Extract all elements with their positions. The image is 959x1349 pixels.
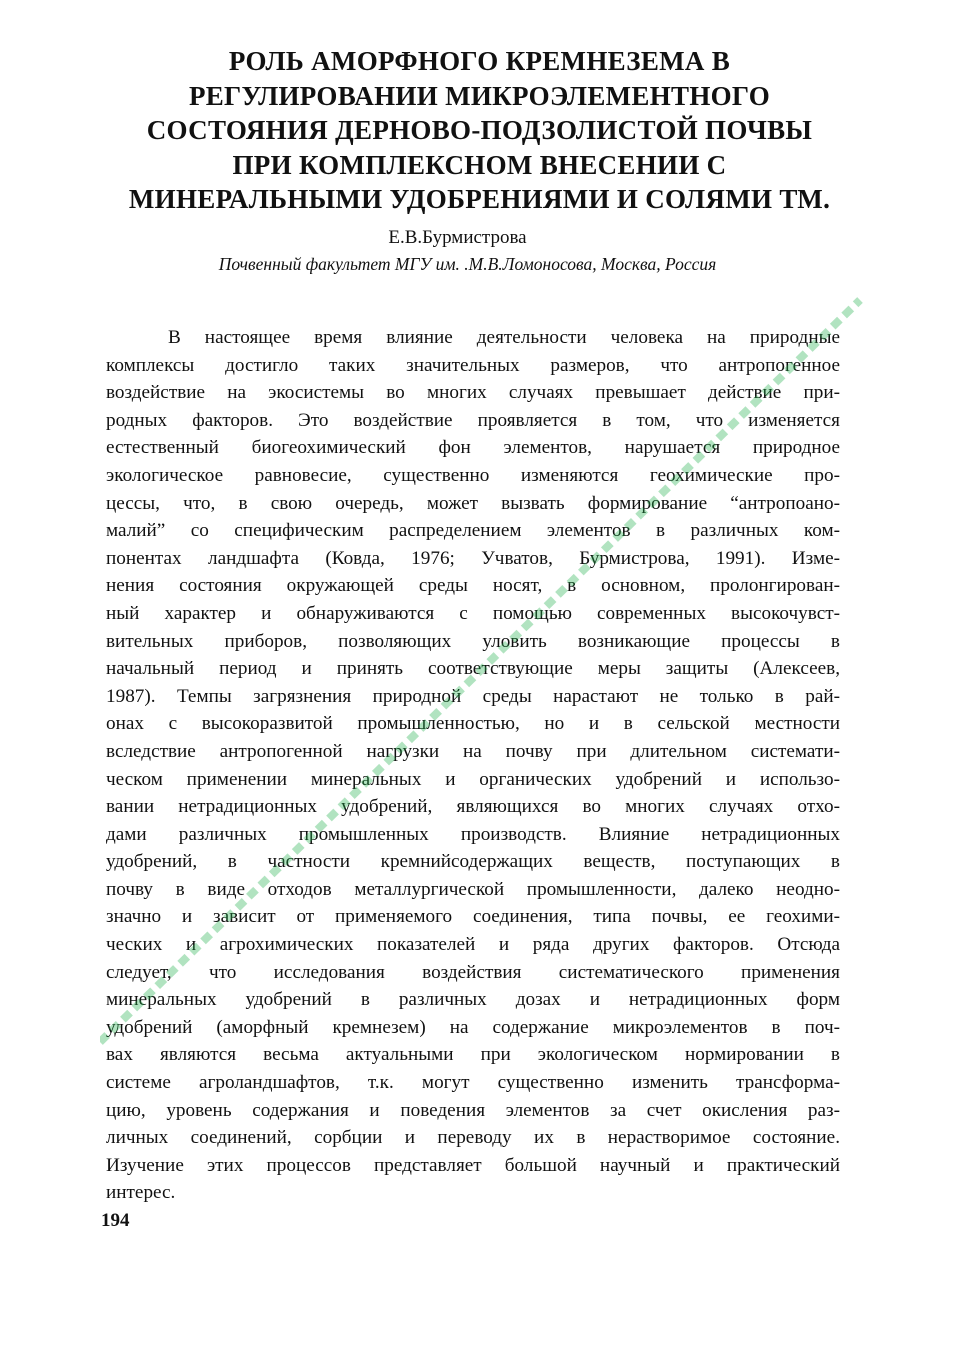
body-line: ный характер и обнаруживаются с помощью современных высокочувст- [106,602,840,624]
body-line: онах с высокоразвитой промышленностью, но и в сельской местности [106,713,840,735]
body-line: естественный биогеохимический фон элементов, нарушается природное [106,437,840,459]
title-line: РОЛЬ АМОРФНОГО КРЕМНЕЗЕМА В [228,46,731,76]
body-line: дами различных промышленных производств. Влияние нетрадиционных [106,823,840,845]
body-paragraph [106,324,840,1207]
body-line: вительных приборов, позволяющих уловить возникающие процессы в [106,630,840,652]
body-line: нения состояния окружающей среды носят, в основном, пролонгирован- [106,575,840,597]
body-line: системе агроландшафтов, т.к. могут существенно изменить трансформа- [106,1072,840,1094]
body-line: минеральных удобрений в различных дозах и нетрадиционных форм [106,989,840,1011]
body-line: 1987). Темпы загрязнения природной среды нарастают не только в рай- [106,685,840,707]
body-line: понентах ландшафта (Ковда, 1976; Учватов, Бурмистрова, 1991). Изме- [106,547,840,569]
body-line: вследствие антропогенной нагрузки на почву при длительном системати- [106,740,840,762]
body-line: значно и зависит от применяемого соединения, типа почвы, ее геохими- [106,906,840,928]
body-line: родных факторов. Это воздействие проявляется в том, что изменяется [106,409,840,431]
title-line: РЕГУЛИРОВАНИИ МИКРОЭЛЕМЕНТНОГО [188,80,771,111]
article-title [60,44,899,217]
body-line: удобрений (аморфный кремнезем) на содержание микроэлементов в поч- [106,1016,840,1038]
body-line: личных соединений, сорбции и переводу их в нерастворимое состояние. [106,1127,840,1149]
body-line: В настоящее время влияние деятельности человека на природные [168,327,840,348]
author-affiliation: Почвенный факультет МГУ им. .М.В.Ломоносова, Москва, Россия [218,254,717,274]
body-line: комплексы достигло таких значительных размеров, что антропогенное [106,354,840,376]
body-line: экологическое равновесие, существенно изменяются геохимические про- [106,464,840,486]
body-line: воздействие на экосистемы во многих случаях превышает действие при- [106,382,840,404]
body-line: интерес. [106,1182,176,1204]
body-line: цессы, что, в свою очередь, может вызвать формирование “антропоано- [106,492,840,514]
body-line: почву в виде отходов металлургической промышленности, далеко неодно- [106,878,840,900]
body-line: малий” со специфическим распределением элементов в различных ком- [106,520,840,542]
body-line: Изучение этих процессов представляет большой научный и практический [106,1154,840,1176]
body-line: цию, уровень содержания и поведения элементов за счет окисления раз- [106,1099,840,1121]
title-line: ПРИ КОМПЛЕКСНОМ ВНЕСЕНИИ С [232,149,727,180]
body-line: удобрений, в частности кремнийсодержащих веществ, поступающих в [106,851,840,873]
body-line: ческом применении минеральных и органических удобрений и использо- [106,768,840,790]
body-line: ческих и агрохимических показателей и ряда других факторов. Отсюда [106,934,840,956]
body-line: следует, что исследования воздействия систематического применения [106,961,840,983]
title-line: МИНЕРАЛЬНЫМИ УДОБРЕНИЯМИ И СОЛЯМИ ТМ. [128,184,831,214]
body-line: вах являются весьма актуальными при экологическом нормировании в [106,1044,840,1066]
body-line: начальный период и принять соответствующие меры защиты (Алексеев, [106,658,840,680]
title-line: СОСТОЯНИЯ ДЕРНОВО-ПОДЗОЛИСТОЙ ПОЧВЫ [146,115,813,145]
author-name: Е.В.Бурмистрова [388,227,527,248]
body-line: вании нетрадиционных удобрений, являющихся во многих случаях отхо- [106,796,840,818]
page-number: 194 [101,1210,130,1231]
